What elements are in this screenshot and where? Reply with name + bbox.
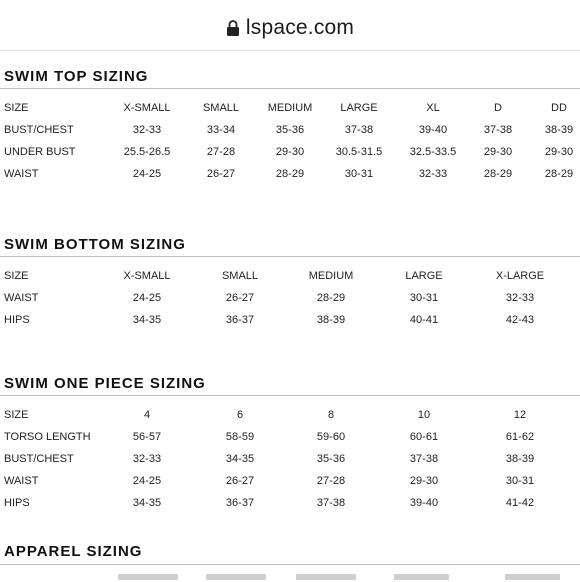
- table-cell: DD: [551, 102, 567, 114]
- swim-top-sizing-table: [0, 97, 580, 185]
- table-cell: SMALL: [221, 270, 259, 282]
- table-cell: 28-29: [316, 292, 346, 304]
- table-cell: 38-39: [505, 453, 535, 465]
- table-cell: 37-38: [344, 124, 374, 136]
- table-cell: 41-42: [505, 497, 535, 509]
- table-row: [0, 470, 580, 492]
- table-row: [0, 426, 580, 448]
- table-cell: X-LARGE: [495, 270, 545, 282]
- table-cell: 36-37: [225, 314, 255, 326]
- table-cell: 26-27: [206, 168, 236, 180]
- table-cell: 25.5-26.5: [123, 146, 171, 158]
- table-row: [0, 404, 580, 426]
- browser-url-bar[interactable]: [0, 0, 580, 51]
- swim-top-sizing-title: SWIM TOP SIZING: [4, 68, 149, 85]
- table-cell: 32-33: [505, 292, 535, 304]
- table-cell: 29-30: [409, 475, 439, 487]
- table-cell: 37-38: [409, 453, 439, 465]
- table-cell: 12: [513, 409, 527, 421]
- table-cell: MEDIUM: [267, 102, 313, 114]
- table-cell: SMALL: [202, 102, 240, 114]
- table-row: [0, 309, 580, 331]
- table-cell: 42-43: [505, 314, 535, 326]
- section-divider: [0, 395, 580, 396]
- table-cell: 40-41: [409, 314, 439, 326]
- table-cell: 29-30: [275, 146, 305, 158]
- table-cell: 24-25: [132, 475, 162, 487]
- table-cell: 28-29: [483, 168, 513, 180]
- table-cell: 32-33: [418, 168, 448, 180]
- table-cell: 61-62: [505, 431, 535, 443]
- lock-icon: [226, 19, 240, 37]
- table-cell: 8: [327, 409, 335, 421]
- url-text: lspace.com: [245, 16, 355, 39]
- table-row: [0, 448, 580, 470]
- cut-off-table-row: [0, 574, 580, 582]
- table-cell: 6: [236, 409, 244, 421]
- row-label: TORSO LENGTH: [4, 431, 91, 443]
- row-label: BUST/CHEST: [4, 124, 74, 136]
- row-label: HIPS: [4, 497, 30, 509]
- table-cell: 32.5-33.5: [409, 146, 457, 158]
- table-cell: 39-40: [409, 497, 439, 509]
- swim-bottom-sizing-table: [0, 265, 580, 331]
- row-label: SIZE: [4, 270, 29, 282]
- table-cell: 29-30: [483, 146, 513, 158]
- table-cell: 32-33: [132, 124, 162, 136]
- table-cell: 30.5-31.5: [335, 146, 383, 158]
- table-cell: 34-35: [225, 453, 255, 465]
- table-cell: 36-37: [225, 497, 255, 509]
- table-cell: 60-61: [409, 431, 439, 443]
- table-cell: 34-35: [132, 497, 162, 509]
- table-cell: X-SMALL: [123, 270, 171, 282]
- swim-bottom-sizing-title: SWIM BOTTOM SIZING: [4, 236, 186, 253]
- table-cell: 28-29: [275, 168, 305, 180]
- section-divider: [0, 88, 580, 89]
- table-cell: 26-27: [225, 292, 255, 304]
- table-row: [0, 287, 580, 309]
- table-cell: MEDIUM: [308, 270, 354, 282]
- table-cell: X-SMALL: [123, 102, 171, 114]
- table-cell: LARGE: [405, 270, 443, 282]
- row-label: UNDER BUST: [4, 146, 76, 158]
- table-row: [0, 119, 580, 141]
- table-cell: 34-35: [132, 314, 162, 326]
- table-cell: 27-28: [206, 146, 236, 158]
- table-cell: D: [494, 102, 502, 114]
- table-row: [0, 265, 580, 287]
- table-cell: 56-57: [132, 431, 162, 443]
- table-cell: 38-39: [316, 314, 346, 326]
- table-cell: 27-28: [316, 475, 346, 487]
- table-row: [0, 163, 580, 185]
- row-label: WAIST: [4, 292, 39, 304]
- url-display[interactable]: [226, 16, 354, 40]
- table-cell: 37-38: [483, 124, 513, 136]
- table-cell: 35-36: [316, 453, 346, 465]
- table-cell: 30-31: [344, 168, 374, 180]
- row-label: WAIST: [4, 475, 39, 487]
- table-cell: 33-34: [206, 124, 236, 136]
- table-cell: 29-30: [544, 146, 574, 158]
- table-cell: 24-25: [132, 292, 162, 304]
- table-cell: 26-27: [225, 475, 255, 487]
- table-row: [0, 141, 580, 163]
- row-label: SIZE: [4, 102, 29, 114]
- section-divider: [0, 256, 580, 257]
- section-divider: [0, 564, 580, 565]
- table-cell: 10: [417, 409, 431, 421]
- row-label: SIZE: [4, 409, 29, 421]
- swim-one-piece-sizing-table: [0, 404, 580, 514]
- table-cell: 28-29: [544, 168, 574, 180]
- swim-one-piece-sizing-title: SWIM ONE PIECE SIZING: [4, 375, 206, 392]
- table-cell: 30-31: [505, 475, 535, 487]
- table-cell: 37-38: [316, 497, 346, 509]
- table-row: [0, 97, 580, 119]
- table-cell: 30-31: [409, 292, 439, 304]
- apparel-sizing-title: APPAREL SIZING: [4, 543, 143, 560]
- row-label: WAIST: [4, 168, 39, 180]
- row-label: BUST/CHEST: [4, 453, 74, 465]
- table-cell: XL: [426, 102, 440, 114]
- table-cell: 39-40: [418, 124, 448, 136]
- table-row: [0, 492, 580, 514]
- table-cell: 59-60: [316, 431, 346, 443]
- table-cell: 35-36: [275, 124, 305, 136]
- table-cell: 38-39: [544, 124, 574, 136]
- table-cell: LARGE: [340, 102, 378, 114]
- table-cell: 24-25: [132, 168, 162, 180]
- table-cell: 32-33: [132, 453, 162, 465]
- table-cell: 4: [143, 409, 151, 421]
- row-label: HIPS: [4, 314, 30, 326]
- table-cell: 58-59: [225, 431, 255, 443]
